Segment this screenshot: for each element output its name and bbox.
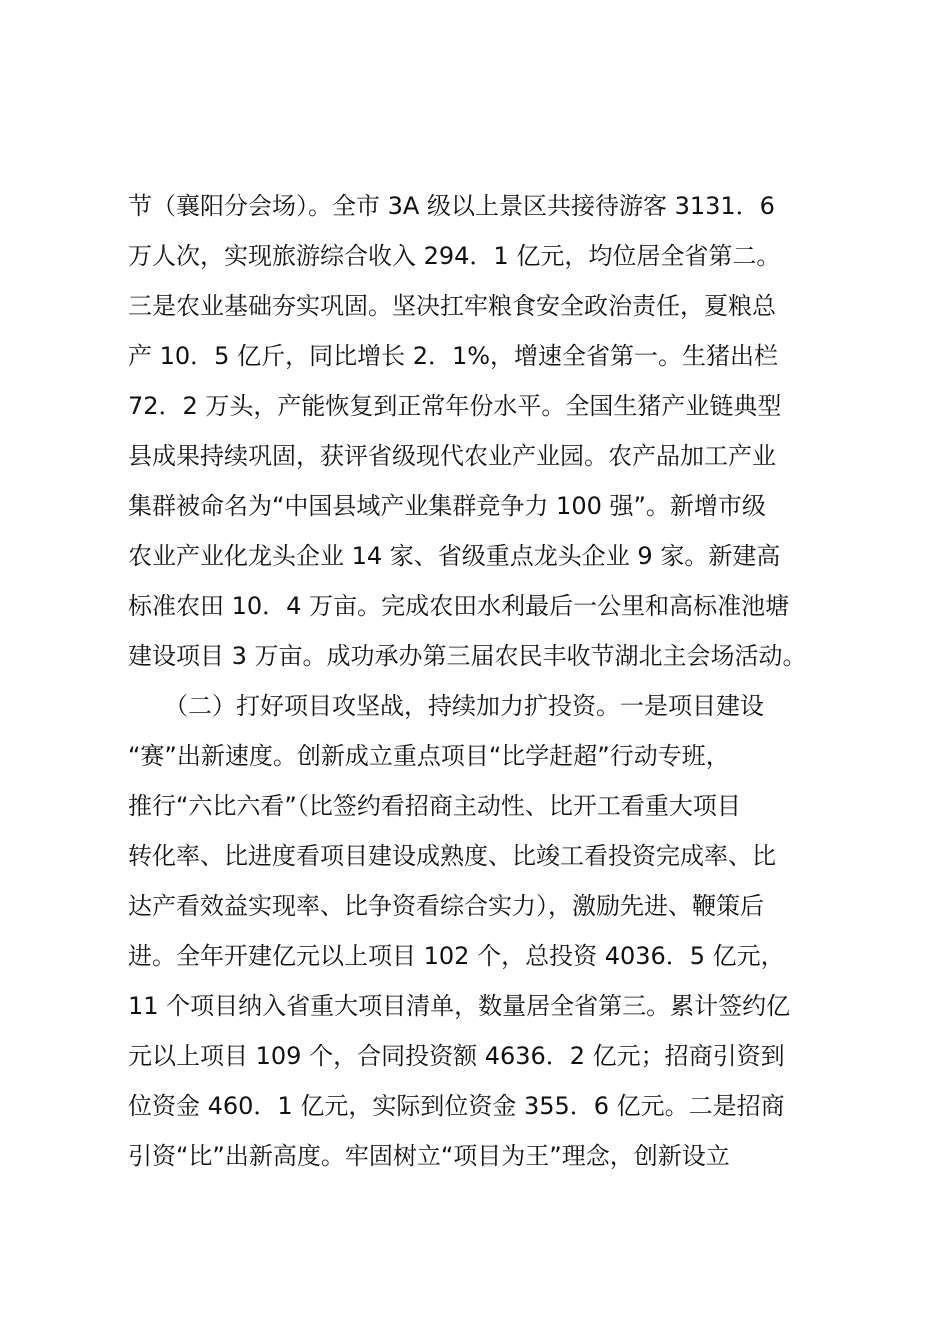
text-line: 11 个项目纳入省重大项目清单，数量居全省第三。累计签约亿 (128, 992, 791, 1020)
text-line: 三是农业基础夯实巩固。坚决扛牢粮食安全政治责任，夏粮总 (128, 292, 776, 320)
text-line: 建设项目 3 万亩。成功承办第三届农民丰收节湖北主会场活动。 (128, 642, 807, 670)
text-line: 达产看效益实现率、比争资看综合实力），激励先进、鞭策后 (128, 892, 764, 920)
text-line: 县成果持续巩固，获评省级现代农业产业园。农产品加工产业 (128, 442, 776, 470)
text-line: 72．2 万头，产能恢复到正常年份水平。全国生猪产业链典型 (128, 392, 782, 420)
text-line: 转化率、比进度看项目建设成熟度、比竣工看投资完成率、比 (128, 842, 776, 870)
text-line: 元以上项目 109 个，合同投资额 4636．2 亿元；招商引资到 (128, 1042, 785, 1070)
text-line: 进。全年开建亿元以上项目 102 个，总投资 4036．5 亿元， (128, 942, 785, 970)
text-line: 万人次，实现旅游综合收入 294．1 亿元，均位居全省第二。 (128, 242, 781, 270)
text-line: 节（襄阳分会场）。全市 3A 级以上景区共接待游客 3131．6 (128, 192, 775, 220)
body-text (128, 181, 848, 1181)
text-line: 产 10．5 亿斤，同比增长 2．1%，增速全省第一。生猪出栏 (128, 342, 779, 370)
section-heading-line: （二）打好项目攻坚战，持续加力扩投资。一是项目建设 (128, 692, 764, 720)
text-line: 引资“比”出新高度。牢固树立“项目为王”理念，创新设立 (128, 1142, 730, 1170)
text-line: 位资金 460．1 亿元，实际到位资金 355．6 亿元。二是招商 (128, 1092, 785, 1120)
text-line: 推行“六比六看”（比签约看招商主动性、比开工看重大项目 (128, 792, 741, 820)
text-line: 农业产业化龙头企业 14 家、省级重点龙头企业 9 家。新建高 (128, 542, 781, 570)
text-line: 标准农田 10．4 万亩。完成农田水利最后一公里和高标准池塘 (128, 592, 790, 620)
text-line: 集群被命名为“中国县域产业集群竞争力 100 强”。新增市级 (128, 492, 766, 520)
text-line: “赛”出新速度。创新成立重点项目“比学赶超”行动专班， (128, 742, 730, 770)
